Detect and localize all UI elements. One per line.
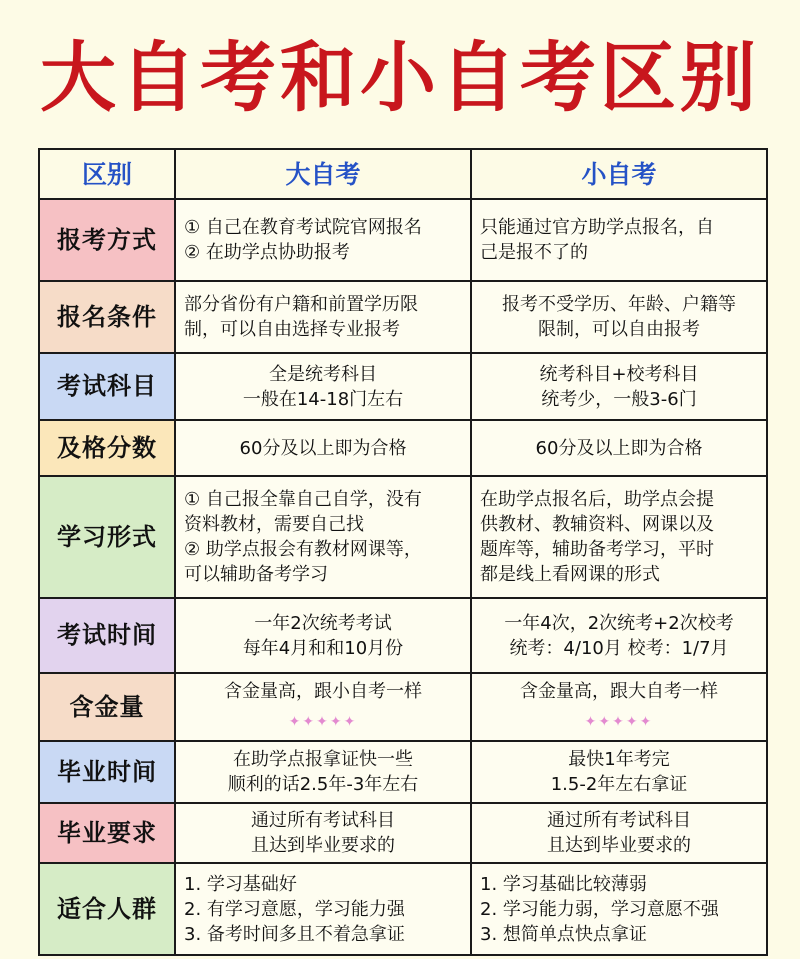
- cell-line: 在助学点报名后，助学点会提: [480, 489, 714, 510]
- cell-line: 通过所有考试科目: [547, 810, 691, 831]
- page-title: 大自考和小自考区别: [40, 33, 760, 122]
- table-row: [39, 863, 767, 955]
- header-col-big: 大自考: [175, 149, 471, 199]
- big-cell: [175, 420, 471, 476]
- row-label: 报名条件: [39, 281, 175, 353]
- cell-line: 顺利的话2.5年-3年左右: [227, 774, 419, 795]
- table-row: [39, 803, 767, 863]
- small-cell: [471, 476, 767, 598]
- cell-line: ② 助学点报会有教材网课等，: [184, 539, 422, 560]
- cell-line: 统考少，一般3-6门: [541, 388, 697, 410]
- cell-line: 可以辅助备考学习: [184, 564, 328, 585]
- row-label: 适合人群: [39, 863, 175, 955]
- cell-line: 制，可以自由选择专业报考: [184, 319, 400, 340]
- cell-line: 资料教材，需要自己找: [184, 514, 364, 535]
- cell-line: 一年4次，2次统考+2次校考: [504, 612, 734, 634]
- big-cell: [175, 803, 471, 863]
- cell-line: 3. 想简单点快点拿证: [480, 923, 647, 945]
- big-cell: [175, 476, 471, 598]
- cell-line: 1.5-2年左右拿证: [550, 774, 688, 795]
- cell-line: ① 自己报全靠自己自学，没有: [184, 489, 422, 510]
- cell-line: 2. 有学习意愿，学习能力强: [184, 898, 405, 920]
- table-row: [39, 741, 767, 803]
- table-header-row: [39, 149, 767, 199]
- row-label: 报考方式: [39, 199, 175, 281]
- big-cell: [175, 353, 471, 420]
- cell-line: 一般在14-18门左右: [242, 388, 404, 410]
- table-row: [39, 353, 767, 420]
- cell-line: ② 在助学点协助报考: [184, 242, 350, 263]
- row-label: 学习形式: [39, 476, 175, 598]
- big-cell: [175, 863, 471, 955]
- cell-line: 3. 备考时间多且不着急拿证: [184, 923, 405, 945]
- sparkle-decoration: ✦✦✦✦✦: [584, 714, 654, 730]
- cell-line: 己是报不了的: [480, 242, 588, 263]
- header-col-small: 小自考: [471, 149, 767, 199]
- small-cell: [471, 863, 767, 955]
- cell-line: 且达到毕业要求的: [251, 835, 395, 856]
- cell-line: 最快1年考完: [568, 749, 670, 770]
- big-cell: [175, 741, 471, 803]
- cell-line: 1. 学习基础好: [184, 873, 297, 895]
- cell-line: ① 自己在教育考试院官网报名: [184, 217, 422, 238]
- cell-line: 且达到毕业要求的: [547, 835, 691, 856]
- small-cell: [471, 803, 767, 863]
- cell-line: 含金量高，跟小自考一样: [224, 681, 422, 702]
- table-row: [39, 420, 767, 476]
- cell-line: 每年4月和和10月份: [242, 637, 404, 659]
- cell-line: 一年2次统考考试: [254, 612, 392, 634]
- small-cell: [471, 598, 767, 673]
- comparison-table: [38, 148, 768, 956]
- table-row: [39, 281, 767, 353]
- small-cell: [471, 741, 767, 803]
- cell-line: 在助学点报拿证快一些: [233, 749, 413, 770]
- sparkle-decoration: ✦✦✦✦✦: [288, 714, 358, 730]
- cell-line: 只能通过官方助学点报名，自: [480, 217, 714, 238]
- row-label: 及格分数: [39, 420, 175, 476]
- table-row: [39, 598, 767, 673]
- cell-line: 60分及以上即为合格: [535, 437, 703, 459]
- row-label: 含金量: [39, 673, 175, 741]
- cell-line: 供教材、教辅资料、网课以及: [480, 514, 714, 535]
- small-cell: [471, 281, 767, 353]
- cell-line: 统考：4/10月 校考：1/7月: [509, 637, 729, 659]
- cell-line: 统考科目+校考科目: [539, 363, 699, 385]
- cell-line: 通过所有考试科目: [251, 810, 395, 831]
- row-label: 毕业要求: [39, 803, 175, 863]
- big-cell: [175, 673, 471, 741]
- cell-line: 部分省份有户籍和前置学历限: [184, 294, 418, 315]
- big-cell: [175, 199, 471, 281]
- big-cell: [175, 598, 471, 673]
- cell-line: 题库等，辅助备考学习，平时: [480, 539, 714, 560]
- table-row: [39, 476, 767, 598]
- small-cell: [471, 673, 767, 741]
- cell-line: 2. 学习能力弱，学习意愿不强: [480, 898, 719, 920]
- row-label: 考试时间: [39, 598, 175, 673]
- row-label: 毕业时间: [39, 741, 175, 803]
- header-col-diff: 区别: [39, 149, 175, 199]
- cell-line: 都是线上看网课的形式: [480, 564, 660, 585]
- small-cell: [471, 353, 767, 420]
- cell-line: 1. 学习基础比较薄弱: [480, 873, 647, 895]
- cell-line: 全是统考科目: [269, 363, 377, 385]
- row-label: 考试科目: [39, 353, 175, 420]
- table-row: [39, 199, 767, 281]
- cell-line: 60分及以上即为合格: [239, 437, 407, 459]
- big-cell: [175, 281, 471, 353]
- cell-line: 报考不受学历、年龄、户籍等: [502, 294, 736, 315]
- cell-line: 含金量高，跟大自考一样: [520, 681, 718, 702]
- cell-line: 限制，可以自由报考: [538, 319, 700, 340]
- small-cell: [471, 420, 767, 476]
- small-cell: [471, 199, 767, 281]
- table-row: [39, 673, 767, 741]
